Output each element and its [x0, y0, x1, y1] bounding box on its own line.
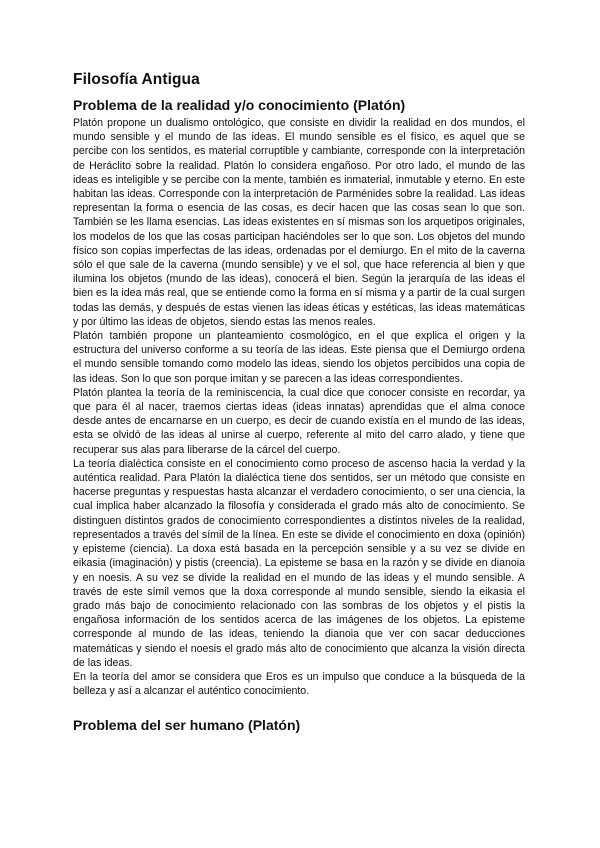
paragraph-cosmology: Platón también propone un planteamiento cosmológico, en el que explica el origen y la estructura del universo conforme a su teoría de las ideas. Este piensa que el Demiurgo ordena el mundo sensible tomando como modelo las ideas, siendo los objetos percibidos una copia de las ideas. Son lo que son porque imitan y se parecen a las ideas correspondientes. — [73, 330, 525, 385]
paragraph-love-theory: En la teoría del amor se considera que Eros es un impulso que conduce a la búsqueda de la belleza y así a alcanzar el auténtico conocimiento. — [73, 670, 525, 698]
section-heading: Problema del ser humano (Platón) — [73, 717, 301, 734]
paragraph-reminiscence: Platón plantea la teoría de la reminiscencia, la cual dice que conocer consiste en recordar, ya que para él al nacer, traemos ciertas ideas (ideas innatas) aprendidas que el alma conoce desde antes de encarnarse en un cuerpo, es decir de cuando existía en el mundo de las ideas, esta se olvidó de las ideas al unirse al cuerpo, referente al mito del carro alado, y tiene que recuperar sus alas para liberarse de la cárcel del cuerpo. — [73, 386, 525, 456]
document-page — [73, 70, 525, 736]
paragraph-dialectic: La teoría dialéctica consiste en el conocimiento como proceso de ascenso hacia la verdad y la auténtica realidad. Para Platón la dialéctica tiene dos sentidos, ser un método que consiste en hacerse preguntas y respuestas hasta alcanzar el verdadero conocimiento, o ser una ciencia, la cual implica haber alcanzado la filosofía y considerada el grado más alto de conocimiento. Se distinguen distintos grados de conocimiento correspondientes a distintos niveles de la realidad, representados a través del símil de la línea. En este se divide el conocimiento en doxa (opinión) y episteme (ciencia). La doxa está basada en la percepción sensible y a su vez se divide en eikasia (imaginación) y pistis (creencia). La episteme se basa en la razón y se divide en dianoia y en noesis. A su vez se divide la realidad en el mundo de las ideas y el mundo sensible. A través de este símil vemos que la doxa corresponde al mundo sensible, siendo la eikasia el grado más bajo de conocimiento relacionado con las sombras de los objetos y el pistis la engañosa información de los sentidos acerca de las imágenes de los objetos. La episteme corresponde al mundo de las ideas, teniendo la dianoia que ver con sacar deducciones matemáticas y siendo el noesis el grado más alto de conocimiento que alcanza la visión directa de las ideas. — [73, 457, 525, 669]
section-human-being — [73, 716, 525, 734]
section-reality-knowledge — [73, 96, 525, 698]
paragraph-dualism: Platón propone un dualismo ontológico, que consiste en dividir la realidad en dos mundos, el mundo sensible y el mundo de las ideas. El mundo sensible es el físico, es aquel que se percibe con los sentidos, es material corruptible y cambiante, corresponde con la interpretación de Heráclito sobre la realidad. Platón lo considera engañoso. Por otro lado, el mundo de las ideas es inteligible y se percibe con la mente, también es inmaterial, inmutable y eterno. En este habitan las ideas. Corresponde con la interpretación de Parménides sobre la realidad. Las ideas representan la forma o esencia de las cosas, es decir hacen que las cosas sean lo que son. También se les llama esencias. Las ideas existentes en sí mismas son los arquetipos originales, los modelos de los que las cosas participan haciéndoles ser lo que son. Los objetos del mundo físico son copias imperfectas de las ideas, ordenadas por el demiurgo. En el mito de la caverna sólo el que sale de la caverna (mundo sensible) y ve el sol, que hace referencia al bien y que ilumina los objetos (mundo de las ideas), conocerá el bien. Según la jerarquía de las ideas el bien es la idea más real, que se entiende como la forma en sí misma y a partir de la cual surgen todas las demás, y después de estas vienen las ideas éticas y estéticas, las ideas matemáticas y por último las ideas de objetos, siendo estas las menos reales. — [73, 117, 525, 328]
section-heading: Problema de la realidad y/o conocimiento (Platón) — [73, 97, 406, 113]
document-title: Filosofía Antigua — [73, 71, 200, 88]
